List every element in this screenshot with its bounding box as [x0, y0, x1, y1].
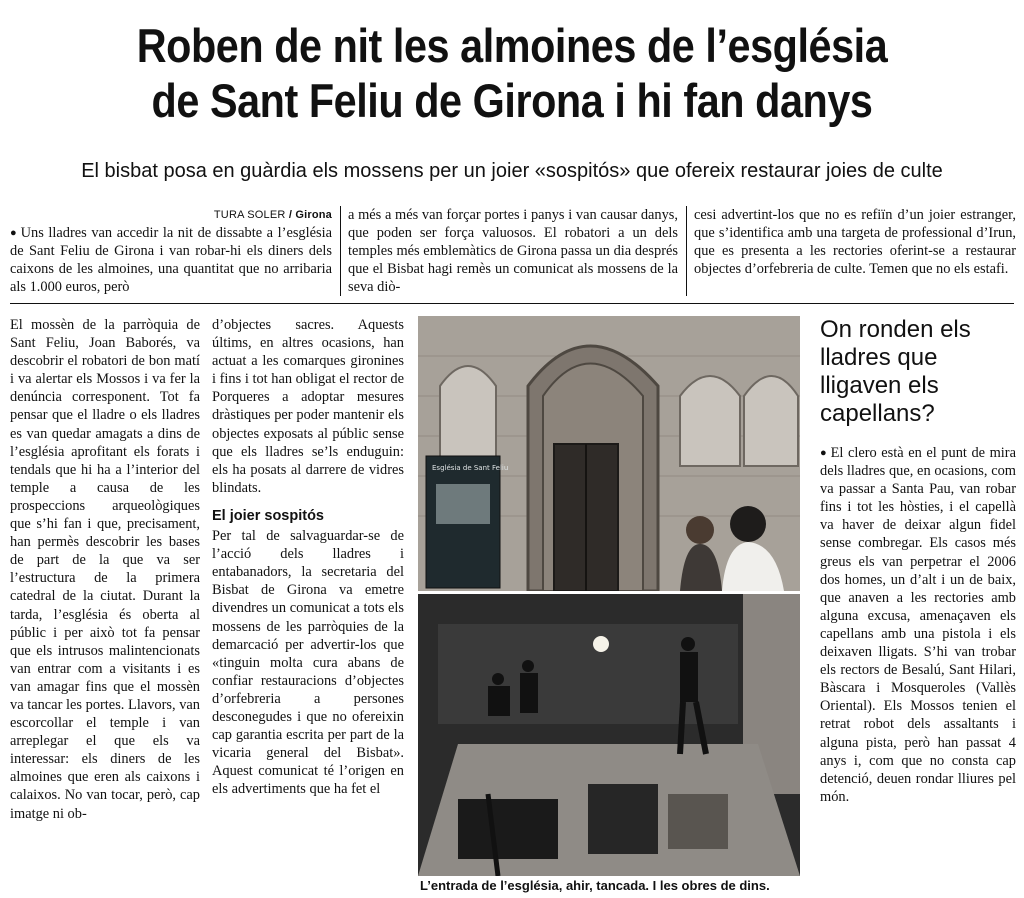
byline-separator: /	[285, 209, 296, 221]
body-text-2a: d’objectes sacres. Aquests últims, en altres ocasions, han actuat a les comarques gironines i fins i tot han obligat el rector de Porqueres a adoptar mesures dràstiques per poder mantenir els objectes exposats al públic sense que els lladres se’ls enduguin: els ha posats al darrere de vidres blindats.	[212, 317, 404, 496]
sidebar-title: On ronden els lladres que lligaven els capellans?	[820, 316, 971, 427]
section-heading: El joier sospitós	[212, 507, 324, 524]
body-text-2b: Per tal de salvaguardar-se de l’acció dels lladres i entabanadors, la secretaria del Bisbat de Girona va emetre divendres un comunicat a tots els mossens de les parròquies de la demarcació per advertir-los que «tinguin molta cura abans de confiar restauracions d’objectes d’orfebreria a persones desconegudes i que no ofereixin cap garantia escrita per part de la vicaria general del Bisbat». Aquest comunicat té l’origen en els advertiments que ha fet el	[212, 528, 404, 798]
byline-author: TURA SOLER	[213, 209, 286, 221]
body-column-1	[10, 316, 200, 896]
article-headline	[70, 18, 954, 128]
lead-column-3	[694, 206, 1016, 278]
byline-place: Girona	[295, 209, 332, 221]
church-entrance-illustration	[418, 316, 800, 591]
excavation-illustration	[418, 594, 800, 876]
lead-separator	[10, 303, 1014, 304]
photo-church-entrance	[418, 316, 800, 591]
lead-text-1: ● Uns lladres van accedir la nit de dissabte a l’església de Sant Feliu de Girona i van robar-hi els diners dels caixons de les almoines, una quantitat que no arribaria als 1.000 euros, però	[10, 224, 332, 296]
lead-column-2	[348, 206, 678, 296]
headline-line-2: de Sant Feliu de Girona i hi fan danys	[151, 74, 873, 127]
headline-line-1: Roben de nit les almoines de l’església	[136, 19, 888, 72]
lead-divider-1	[340, 206, 341, 296]
sign-title: Església de Sant Feliu	[432, 464, 509, 472]
lead-text-2: a més a més van forçar portes i panys i van causar danys, que poden ser força valuosos. El robatori a un dels temples més emblemàtics de Girona passa un dia després que el Bisbat hagi remès un comunicat als mossens de la seva diò-	[348, 207, 678, 296]
lead-column-1	[10, 206, 332, 296]
body-text-1: El mossèn de la parròquia de Sant Feliu, Joan Baborés, va descobrir el robatori de bon matí i va alertar els Mossos i va fer la denúncia corresponent. Tot fa pensar que el lladre o els lladres es van quedar amagats a dins de l’església aprofitant els forats i tendals que hi ha a l’interior del temple a causa de les prospeccions arqueològiques que s’hi fan i que, precisament, han permès descobrir les bases de part de la que va ser l’estructura de la primera catedral de la ciutat. Durant la tarda, l’església és oberta al públic i per això tot fa pensar que els intrusos malintencionats van entrar com a visitants i es van amagar fins que el mossèn va tancar les portes. Llavors, van escorcollar el temple i van arreplegar el que els va interessar: els diners de les almoines que eren als caixons i calaixos. No van tocar, però, cap imatge ni ob-	[10, 317, 200, 822]
article-subheadline: El bisbat posa en guàrdia els mossens per un joier «sospitós» que ofereix restaurar joies de culte	[81, 160, 943, 182]
photo-caption: L’entrada de l’església, ahir, tancada. I les obres de dins.	[420, 878, 770, 893]
lead-divider-2	[686, 206, 687, 296]
lead-text-3: cesi advertint-los que no es refiïn d’un joier estranger, que s’identifica amb una targeta de professional d’Irun, que es presenta a les rectories oferint-se a restaurar objectes d’orfebreria de culte. Temen que no els estafi.	[694, 207, 1016, 278]
body-column-2	[212, 316, 404, 896]
byline	[10, 206, 332, 224]
sidebar-text: ● El clero està en el punt de mira dels lladres que, en ocasions, com va passar a Santa Pau, van robar fins i tot les hòsties, i el capellà va haver de deixar algun fidel sense combregar. Els casos més greus els van perpetrar el 2006 dos homes, un d’alt i un de baix, que anaven a les rectories amb alguna excusa, amenaçaven els capellans amb una pistola i els deixaven lligats. S’hi van trobar els rectors de Besalú, Sant Hilari, Bàscara i Mosqueroles (Vallès Oriental). Els Mossos tenien el retrat robot dels assaltants i alguna pista, però han passat 4 anys i, com que no consta cap detenció, deuen rondar lliures pel món.	[820, 444, 1016, 806]
photo-excavation-works	[418, 594, 800, 876]
sidebar-box	[820, 316, 1016, 896]
